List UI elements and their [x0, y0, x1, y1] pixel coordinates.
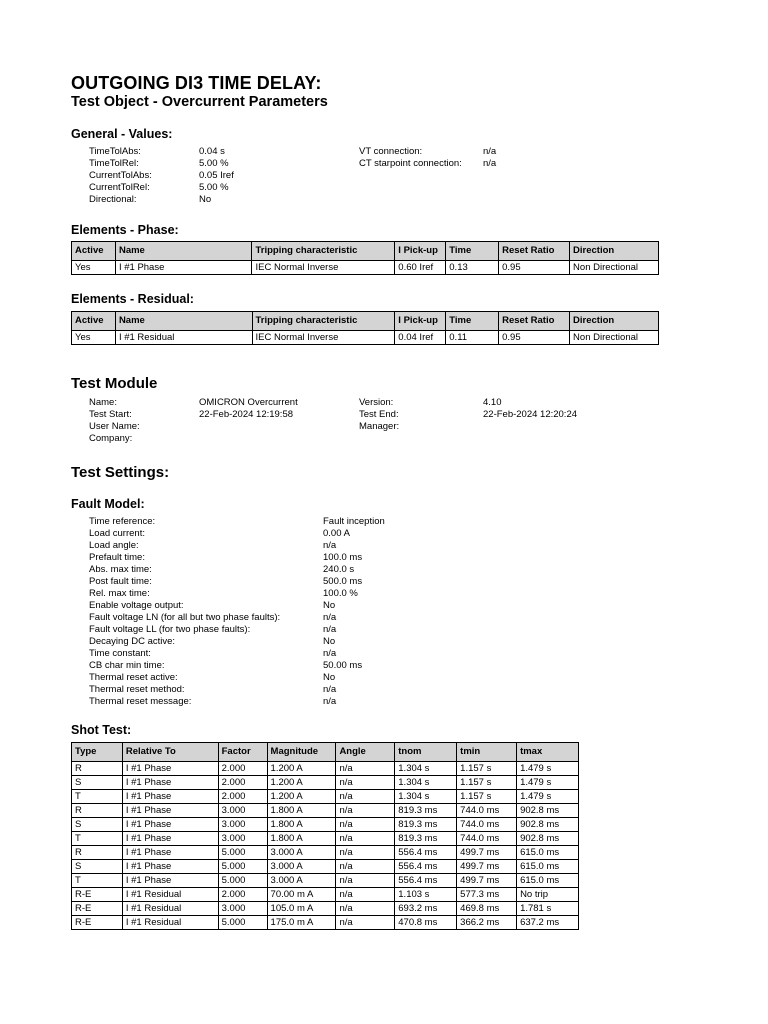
field-value: No — [199, 194, 212, 205]
table-row — [72, 888, 579, 902]
table-cell: 744.0 ms — [457, 832, 517, 846]
field-label: Version: — [359, 397, 394, 408]
table-cell: 615.0 ms — [517, 874, 579, 888]
table-cell: 105.0 m A — [267, 902, 336, 916]
column-header: tnom — [395, 743, 457, 762]
table-cell: 693.2 ms — [395, 902, 457, 916]
table-cell: S — [72, 776, 123, 790]
field-value: 5.00 % — [199, 182, 229, 193]
table-row — [72, 776, 579, 790]
column-header: I Pick-up — [395, 312, 446, 331]
field-value: n/a — [323, 684, 337, 695]
table-header-row — [72, 312, 659, 331]
table-cell: 2.000 — [218, 762, 267, 776]
table-row — [72, 860, 579, 874]
table-cell: 819.3 ms — [395, 804, 457, 818]
field-value: n/a — [323, 648, 337, 659]
field-label: Enable voltage output: — [89, 600, 184, 611]
table-cell: n/a — [336, 818, 395, 832]
field-label: Load angle: — [89, 540, 139, 551]
column-header: Active — [72, 242, 116, 261]
table-header-row — [72, 743, 579, 762]
column-header: Type — [72, 743, 123, 762]
field-row — [89, 672, 385, 684]
field-row — [89, 600, 385, 612]
table-cell: 5.000 — [218, 846, 267, 860]
field-row — [89, 564, 385, 576]
column-header: Factor — [218, 743, 267, 762]
field-row — [89, 528, 385, 540]
table-cell: 1.781 s — [517, 902, 579, 916]
table-cell: 1.200 A — [267, 790, 336, 804]
column-header: Angle — [336, 743, 395, 762]
table-cell: 0.04 Iref — [395, 331, 446, 345]
table-cell: n/a — [336, 846, 395, 860]
table-row — [72, 804, 579, 818]
table-cell: 5.000 — [218, 860, 267, 874]
field-value: 22-Feb-2024 12:19:58 — [199, 409, 294, 420]
table-cell: 3.000 A — [267, 874, 336, 888]
elements-residual-table — [71, 311, 659, 345]
table-cell: 2.000 — [218, 776, 267, 790]
field-value: No — [323, 636, 336, 647]
field-label: Manager: — [359, 421, 400, 432]
table-cell: 577.3 ms — [457, 888, 517, 902]
table-cell: 1.103 s — [395, 888, 457, 902]
field-label: Post fault time: — [89, 576, 152, 587]
report-subtitle: Test Object - Overcurrent Parameters — [71, 94, 328, 110]
table-cell: 1.800 A — [267, 818, 336, 832]
shot-test-table — [71, 742, 579, 930]
table-cell: T — [72, 832, 123, 846]
field-label: CurrentTolAbs: — [89, 170, 152, 181]
table-cell: 1.200 A — [267, 762, 336, 776]
column-header: Time — [446, 312, 499, 331]
field-value: 100.0 ms — [323, 552, 363, 563]
table-cell: 819.3 ms — [395, 818, 457, 832]
table-cell: 902.8 ms — [517, 818, 579, 832]
test-module-left — [89, 397, 298, 445]
field-row — [359, 158, 496, 170]
table-cell: 1.304 s — [395, 790, 457, 804]
field-label: Test End: — [359, 409, 399, 420]
table-cell: I #1 Phase — [122, 860, 218, 874]
table-cell: S — [72, 818, 123, 832]
table-row — [72, 331, 659, 345]
table-cell: I #1 Phase — [122, 818, 218, 832]
table-cell: 3.000 A — [267, 860, 336, 874]
field-label: Decaying DC active: — [89, 636, 176, 647]
table-cell: 470.8 ms — [395, 916, 457, 930]
table-cell: S — [72, 860, 123, 874]
field-value: n/a — [323, 612, 337, 623]
table-row — [72, 261, 659, 275]
table-cell: 615.0 ms — [517, 846, 579, 860]
field-row — [89, 648, 385, 660]
table-row — [72, 762, 579, 776]
table-cell: R-E — [72, 888, 123, 902]
table-cell: 556.4 ms — [395, 874, 457, 888]
field-label: Rel. max time: — [89, 588, 150, 599]
table-cell: 556.4 ms — [395, 846, 457, 860]
table-cell: 0.11 — [446, 331, 499, 345]
column-header: Direction — [570, 242, 659, 261]
table-cell: 615.0 ms — [517, 860, 579, 874]
table-cell: T — [72, 790, 123, 804]
field-row — [89, 194, 234, 206]
field-row — [89, 624, 385, 636]
general-values-left — [89, 146, 234, 206]
field-row — [359, 397, 577, 409]
table-cell: I #1 Phase — [122, 804, 218, 818]
table-cell: 499.7 ms — [457, 860, 517, 874]
table-cell: 902.8 ms — [517, 832, 579, 846]
field-row — [89, 612, 385, 624]
field-value: n/a — [323, 540, 337, 551]
field-label: CurrentTolRel: — [89, 182, 150, 193]
field-label: User Name: — [89, 421, 140, 432]
field-row — [89, 170, 234, 182]
field-value: 4.10 — [483, 397, 502, 408]
field-row — [89, 684, 385, 696]
elements-phase-heading: Elements - Phase: — [71, 223, 179, 237]
field-row — [89, 397, 298, 409]
table-cell: 175.0 m A — [267, 916, 336, 930]
table-cell: I #1 Phase — [122, 846, 218, 860]
general-values-right — [359, 146, 496, 170]
table-cell: 1.479 s — [517, 776, 579, 790]
column-header: Name — [115, 242, 252, 261]
table-cell: 1.157 s — [457, 790, 517, 804]
field-value: 22-Feb-2024 12:20:24 — [483, 409, 578, 420]
field-label: Abs. max time: — [89, 564, 152, 575]
table-cell: 3.000 — [218, 804, 267, 818]
column-header: Direction — [570, 312, 659, 331]
field-label: TimeTolRel: — [89, 158, 139, 169]
table-cell: n/a — [336, 860, 395, 874]
field-label: Load current: — [89, 528, 145, 539]
field-label: Prefault time: — [89, 552, 145, 563]
field-label: Company: — [89, 433, 133, 444]
column-header: Name — [115, 312, 252, 331]
table-cell: 0.95 — [499, 261, 570, 275]
table-cell: 3.000 — [218, 902, 267, 916]
table-cell: R — [72, 846, 123, 860]
table-cell: 70.00 m A — [267, 888, 336, 902]
table-cell: n/a — [336, 790, 395, 804]
field-label: Time reference: — [89, 516, 156, 527]
field-row — [89, 409, 298, 421]
table-cell: 2.000 — [218, 888, 267, 902]
field-value: 50.00 ms — [323, 660, 363, 671]
field-row — [89, 182, 234, 194]
general-values-heading: General - Values: — [71, 127, 173, 141]
field-label: Thermal reset active: — [89, 672, 178, 683]
field-label: Directional: — [89, 194, 137, 205]
field-row — [89, 540, 385, 552]
table-cell: 902.8 ms — [517, 804, 579, 818]
table-row — [72, 790, 579, 804]
table-cell: I #1 Phase — [122, 762, 218, 776]
field-value: 100.0 % — [323, 588, 358, 599]
table-row — [72, 832, 579, 846]
table-cell: I #1 Phase — [122, 832, 218, 846]
field-label: TimeTolAbs: — [89, 146, 141, 157]
table-cell: R — [72, 804, 123, 818]
field-row — [89, 516, 385, 528]
table-cell: 1.200 A — [267, 776, 336, 790]
table-cell: Non Directional — [570, 261, 659, 275]
column-header: I Pick-up — [395, 242, 446, 261]
field-row — [359, 409, 577, 421]
table-cell: 744.0 ms — [457, 804, 517, 818]
table-row — [72, 902, 579, 916]
field-label: VT connection: — [359, 146, 423, 157]
table-cell: I #1 Phase — [122, 776, 218, 790]
table-cell: 1.479 s — [517, 790, 579, 804]
field-label: Test Start: — [89, 409, 132, 420]
table-cell: n/a — [336, 902, 395, 916]
field-row — [89, 552, 385, 564]
table-cell: 744.0 ms — [457, 818, 517, 832]
column-header: tmax — [517, 743, 579, 762]
field-value: 0.00 A — [323, 528, 350, 539]
field-value: No — [323, 600, 336, 611]
field-row — [89, 421, 298, 433]
field-label: Fault voltage LL (for two phase faults): — [89, 624, 251, 635]
field-label: Thermal reset message: — [89, 696, 192, 707]
table-cell: 3.000 A — [267, 846, 336, 860]
table-cell: 1.157 s — [457, 776, 517, 790]
field-value: n/a — [483, 158, 497, 169]
elements-residual-heading: Elements - Residual: — [71, 292, 194, 306]
table-cell: 0.13 — [446, 261, 499, 275]
table-cell: n/a — [336, 874, 395, 888]
field-value: 5.00 % — [199, 158, 229, 169]
test-module-heading: Test Module — [71, 375, 158, 392]
field-value: 500.0 ms — [323, 576, 363, 587]
field-label: Name: — [89, 397, 117, 408]
field-value: n/a — [323, 696, 337, 707]
table-cell: I #1 Phase — [115, 261, 252, 275]
table-cell: n/a — [336, 916, 395, 930]
field-value: Fault inception — [323, 516, 385, 527]
table-cell: I #1 Phase — [122, 874, 218, 888]
column-header: Reset Ratio — [499, 242, 570, 261]
table-cell: I #1 Phase — [122, 790, 218, 804]
table-cell: n/a — [336, 804, 395, 818]
field-label: Time constant: — [89, 648, 151, 659]
column-header: Time — [446, 242, 499, 261]
field-value: 240.0 s — [323, 564, 355, 575]
fault-model-list — [89, 516, 385, 708]
elements-phase-table — [71, 241, 659, 275]
column-header: tmin — [457, 743, 517, 762]
table-cell: IEC Normal Inverse — [252, 261, 395, 275]
table-cell: No trip — [517, 888, 579, 902]
field-label: CB char min time: — [89, 660, 165, 671]
field-label: CT starpoint connection: — [359, 158, 462, 169]
table-row — [72, 874, 579, 888]
table-cell: R — [72, 762, 123, 776]
field-label: Thermal reset method: — [89, 684, 185, 695]
column-header: Active — [72, 312, 116, 331]
field-value: No — [323, 672, 336, 683]
fault-model-heading: Fault Model: — [71, 497, 145, 511]
table-cell: 637.2 ms — [517, 916, 579, 930]
test-settings-heading: Test Settings: — [71, 464, 170, 481]
table-cell: n/a — [336, 776, 395, 790]
table-cell: 1.304 s — [395, 762, 457, 776]
table-cell: 0.60 Iref — [395, 261, 446, 275]
table-row — [72, 846, 579, 860]
field-row — [89, 146, 234, 158]
table-cell: Yes — [72, 261, 116, 275]
table-cell: n/a — [336, 832, 395, 846]
table-cell: 0.95 — [499, 331, 570, 345]
field-row — [359, 146, 496, 158]
column-header: Magnitude — [267, 743, 336, 762]
table-cell: 3.000 — [218, 832, 267, 846]
table-cell: R-E — [72, 902, 123, 916]
field-row — [89, 433, 298, 445]
table-cell: 1.479 s — [517, 762, 579, 776]
table-cell: 5.000 — [218, 874, 267, 888]
table-cell: 556.4 ms — [395, 860, 457, 874]
table-cell: IEC Normal Inverse — [252, 331, 395, 345]
field-value: 0.04 s — [199, 146, 225, 157]
table-cell: 469.8 ms — [457, 902, 517, 916]
table-row — [72, 818, 579, 832]
field-value: OMICRON Overcurrent — [199, 397, 298, 408]
table-cell: n/a — [336, 762, 395, 776]
field-row — [89, 660, 385, 672]
table-cell: 1.157 s — [457, 762, 517, 776]
table-cell: 499.7 ms — [457, 874, 517, 888]
table-cell: T — [72, 874, 123, 888]
field-row — [89, 588, 385, 600]
table-cell: 1.800 A — [267, 804, 336, 818]
field-value: n/a — [483, 146, 497, 157]
table-cell: 366.2 ms — [457, 916, 517, 930]
table-row — [72, 916, 579, 930]
table-header-row — [72, 242, 659, 261]
column-header: Tripping characteristic — [252, 312, 395, 331]
field-row — [359, 421, 577, 433]
field-row — [89, 158, 234, 170]
test-module-right — [359, 397, 577, 433]
table-cell: R-E — [72, 916, 123, 930]
shot-test-heading: Shot Test: — [71, 723, 132, 737]
column-header: Reset Ratio — [499, 312, 570, 331]
column-header: Relative To — [122, 743, 218, 762]
table-cell: I #1 Residual — [115, 331, 252, 345]
field-row — [89, 576, 385, 588]
table-cell: I #1 Residual — [122, 902, 218, 916]
table-cell: 1.800 A — [267, 832, 336, 846]
column-header: Tripping characteristic — [252, 242, 395, 261]
table-cell: I #1 Residual — [122, 916, 218, 930]
field-row — [89, 696, 385, 708]
table-cell: Yes — [72, 331, 116, 345]
field-value: n/a — [323, 624, 337, 635]
report-title: OUTGOING DI3 TIME DELAY: — [71, 73, 322, 93]
table-cell: I #1 Residual — [122, 888, 218, 902]
table-cell: 499.7 ms — [457, 846, 517, 860]
table-cell: 2.000 — [218, 790, 267, 804]
field-row — [89, 636, 385, 648]
field-value: 0.05 Iref — [199, 170, 234, 181]
table-cell: 1.304 s — [395, 776, 457, 790]
table-cell: 3.000 — [218, 818, 267, 832]
table-cell: 5.000 — [218, 916, 267, 930]
table-cell: 819.3 ms — [395, 832, 457, 846]
field-label: Fault voltage LN (for all but two phase faults): — [89, 612, 281, 623]
table-cell: Non Directional — [570, 331, 659, 345]
table-cell: n/a — [336, 888, 395, 902]
